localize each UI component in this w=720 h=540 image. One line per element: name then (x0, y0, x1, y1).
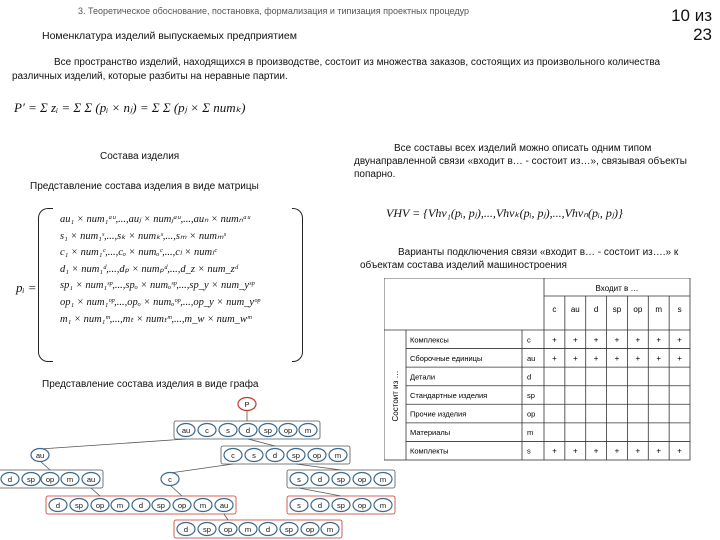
graph-node (239, 424, 257, 437)
graph-node (49, 499, 67, 512)
svg-text:op: op (177, 501, 187, 510)
table-col-code: m (655, 305, 663, 314)
table-mark: + (656, 353, 662, 363)
table-row-name: Комплексы (410, 335, 449, 345)
svg-text:op: op (95, 501, 105, 510)
table-row-code: s (527, 446, 531, 456)
relation-text: Все составы всех изделий можно описать одним типом двунаправленной связи «входит в… - состоит из…», связывая объекты попарно. (354, 143, 687, 180)
table-mark: + (614, 446, 620, 456)
svg-text:sp: sp (264, 426, 272, 435)
svg-text:op: op (357, 475, 367, 484)
table-mark: + (614, 335, 620, 345)
graph-node (266, 449, 284, 462)
table-row-name: Сборочные единицы (410, 353, 483, 363)
table-mark: + (656, 335, 662, 345)
table-row-name: Стандартные изделия (410, 391, 488, 400)
composition-graph (0, 392, 400, 540)
graph-node (259, 523, 277, 536)
table-mark: + (635, 353, 641, 363)
graph-node (353, 499, 371, 512)
svg-text:sp: sp (157, 501, 165, 510)
section-header: 3. Теоретическое обоснование, постановка, формализация и типизация проектных процедур (78, 6, 469, 16)
graph-node (177, 424, 195, 437)
svg-text:sp: sp (285, 525, 293, 534)
graph-node (301, 523, 319, 536)
svg-text:op: op (45, 475, 55, 484)
table-col-code: s (677, 305, 682, 314)
table-mark: + (552, 335, 557, 345)
graph-node (239, 523, 257, 536)
svg-text:m: m (326, 525, 334, 534)
table-col-code: d (593, 305, 599, 314)
svg-text:d: d (245, 426, 251, 435)
graph-node (91, 499, 109, 512)
table-row-code: c (527, 335, 531, 345)
svg-text:sp: sp (27, 475, 35, 484)
table-mark: + (614, 353, 620, 363)
graph-node (332, 473, 350, 486)
matrix-right-brace (292, 208, 303, 362)
svg-text:d: d (183, 525, 189, 534)
graph-node (299, 424, 317, 437)
svg-text:s: s (252, 451, 256, 460)
graph-node (152, 499, 170, 512)
graph-node (311, 499, 329, 512)
graph-node (329, 449, 347, 462)
graph-node (219, 523, 237, 536)
intro-paragraph: Все пространство изделий, находящихся в производстве, состоит из множества заказов, состоящих из произвольного количества различных изделий, которые разбиты на неравные партии. (12, 57, 661, 82)
svg-text:au: au (181, 426, 191, 435)
graph-node (321, 523, 339, 536)
graph-node (173, 499, 191, 512)
table-row-name: Детали (410, 372, 436, 382)
graph-node (308, 449, 326, 462)
table-mark: + (635, 446, 641, 456)
graph-node (290, 473, 308, 486)
table-col-code: op (633, 305, 643, 314)
matrix-label: Представление состава изделия в виде матрицы (30, 181, 259, 192)
graph-node (311, 473, 329, 486)
svg-text:au: au (219, 501, 229, 510)
svg-text:m: m (244, 525, 252, 534)
graph-node (198, 424, 216, 437)
table-mark: + (677, 353, 682, 363)
svg-text:sp: sp (337, 475, 345, 484)
svg-text:d: d (272, 451, 278, 460)
table-row-name: Материалы (410, 428, 451, 438)
table-row-name: Прочие изделия (410, 409, 467, 419)
matrix-row: au₁ × num₁ᵃᵘ,...,auⱼ × numⱼᵃᵘ,...,auₙ × numₙᵃᵘ (60, 214, 251, 225)
matrix-row: op₁ × num₁ᵒᵖ,...,opₒ × numₒᵒᵖ,...,op_y × num_yᵒᵖ (60, 296, 261, 308)
page-current: 10 из (671, 6, 712, 25)
matrix-row: sp₁ × num₁ˢᵖ,...,spₒ × numₒˢᵖ,...,sp_y × num_yˢᵖ (60, 280, 255, 292)
graph-node (111, 499, 129, 512)
svg-text:s: s (297, 475, 301, 484)
table-row-name: Комплекты (410, 446, 449, 456)
svg-text:s: s (226, 426, 230, 435)
graph-node (161, 473, 179, 486)
vhv-formula: VHV = {Vhv₁(pᵢ, pⱼ),...,Vhvₖ(pᵢ, pⱼ),...,Vhvₙ(pᵢ, pⱼ)} (386, 206, 623, 220)
matrix-row: d₁ × num₁ᵈ,...,dₚ × numₚᵈ,...,d_z × num_zᵈ (60, 263, 238, 275)
svg-text:c: c (231, 451, 235, 460)
graph-node (198, 523, 216, 536)
matrix-lhs: pᵢ = (16, 280, 37, 295)
graph-node (353, 473, 371, 486)
table-col-code: sp (612, 305, 622, 314)
table-mark: + (552, 353, 557, 363)
table-row-code: au (527, 353, 536, 363)
svg-text:op: op (223, 525, 233, 534)
graph-node (224, 449, 242, 462)
table-side-header: Состоит из … (391, 370, 400, 422)
graph-node (177, 523, 195, 536)
graph-node (290, 499, 308, 512)
graph-node (259, 424, 277, 437)
graph-node (1, 473, 19, 486)
table-mark: + (593, 335, 599, 345)
table-row-code: m (527, 428, 534, 438)
table-row-code: op (527, 409, 536, 419)
svg-text:m: m (116, 501, 124, 510)
svg-text:c: c (168, 475, 172, 484)
table-mark: + (677, 335, 682, 345)
svg-text:d: d (317, 501, 323, 510)
graph-node (70, 499, 88, 512)
matrix-row: s₁ × num₁ˢ,...,sₖ × numₖˢ,...,sₘ × numₘˢ (60, 230, 226, 242)
svg-text:sp: sp (337, 501, 345, 510)
graph-node (194, 499, 212, 512)
graph-label: Представление состава изделия в виде графа (42, 379, 259, 390)
table-row-code: d (527, 372, 532, 382)
svg-text:d: d (138, 501, 144, 510)
svg-text:m: m (304, 426, 312, 435)
table-mark: + (677, 446, 682, 456)
table-mark: + (593, 446, 599, 456)
page-total: 23 (693, 25, 712, 44)
svg-text:op: op (305, 525, 315, 534)
svg-text:sp: sp (203, 525, 211, 534)
svg-text:d: d (317, 475, 323, 484)
svg-text:P: P (244, 400, 250, 409)
table-mark: + (656, 446, 662, 456)
graph-node (245, 449, 263, 462)
graph-node (22, 473, 40, 486)
relation-table (384, 278, 694, 462)
composition-matrix (60, 212, 260, 328)
svg-text:c: c (205, 426, 209, 435)
composition-label: Состава изделия (100, 151, 180, 162)
main-formula: P′ = Σ zᵢ = Σ Σ (pᵢ × nⱼ) = Σ Σ (pⱼ × Σ numₖ) (14, 100, 246, 115)
graph-node (238, 398, 256, 411)
slide-title: Номенклатура изделий выпускаемых предприятием (42, 30, 297, 42)
svg-text:d: d (7, 475, 13, 484)
graph-node (215, 499, 233, 512)
svg-text:m: m (379, 475, 387, 484)
table-top-header: Входит в … (595, 284, 639, 293)
matrix-row: m₁ × num₁ᵐ,...,mₜ × numₜᵐ,...,m_w × num_wᵐ (60, 313, 252, 325)
graph-node (374, 473, 392, 486)
svg-text:m: m (66, 475, 74, 484)
graph-node (332, 499, 350, 512)
svg-text:op: op (357, 501, 367, 510)
graph-node (280, 523, 298, 536)
table-mark: + (635, 335, 641, 345)
svg-text:au: au (86, 475, 96, 484)
table-row-code: sp (527, 391, 535, 400)
graph-node (219, 424, 237, 437)
table-mark: + (593, 353, 599, 363)
page-counter (671, 6, 712, 44)
svg-text:op: op (283, 426, 293, 435)
table-mark: + (552, 446, 557, 456)
graph-node (279, 424, 297, 437)
svg-text:d: d (265, 525, 271, 534)
svg-text:d: d (55, 501, 61, 510)
svg-text:m: m (379, 501, 387, 510)
table-mark: + (572, 335, 578, 345)
table-col-code: c (552, 305, 557, 314)
matrix-row: c₁ × num₁ᶜ,...,cₒ × numₒᶜ,...,cₗ × numₗᶜ (60, 247, 217, 259)
graph-node (374, 499, 392, 512)
svg-text:sp: sp (75, 501, 83, 510)
variants-text: Варианты подключения связи «входит в… - состоит из….» к объектам состава изделий машиностроения (360, 247, 679, 271)
graph-node (287, 449, 305, 462)
graph-node (132, 499, 150, 512)
graph-node (31, 449, 49, 462)
svg-text:m: m (334, 451, 342, 460)
svg-text:au: au (35, 451, 45, 460)
table-mark: + (572, 446, 578, 456)
svg-text:m: m (199, 501, 207, 510)
graph-node (61, 473, 79, 486)
svg-text:s: s (297, 501, 301, 510)
table-col-code: au (570, 305, 580, 314)
svg-text:op: op (312, 451, 322, 460)
table-mark: + (572, 353, 578, 363)
graph-node (41, 473, 59, 486)
matrix-left-brace (38, 208, 53, 362)
svg-text:sp: sp (292, 451, 300, 460)
graph-node (82, 473, 100, 486)
